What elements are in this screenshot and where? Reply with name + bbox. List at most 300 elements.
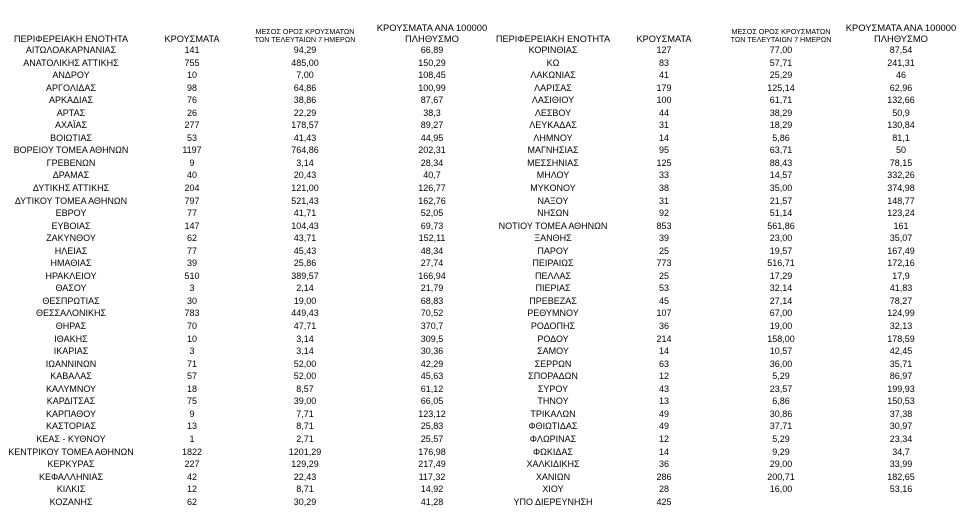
- region-name-cell: ΚΑΣΤΟΡΙΑΣ: [46, 421, 96, 432]
- avg-7day-cell: 18,29: [769, 120, 793, 131]
- avg-7day-cell: 3,14: [296, 333, 314, 344]
- region-name-cell: ΔΡΑΜΑΣ: [52, 170, 90, 181]
- region-name-cell: ΑΡΚΑΔΙΑΣ: [48, 95, 94, 106]
- region-name-cell: ΜΕΣΣΗΝΙΑΣ: [527, 157, 579, 168]
- region-name-cell: ΝΗΣΩΝ: [537, 208, 569, 219]
- header-region-text: ΠΕΡΙΦΕΡΕΙΑΚΗ ΕΝΟΤΗΤΑ: [13, 33, 129, 44]
- per100k-cell: 30,36: [420, 346, 444, 357]
- cases-cell: 100: [656, 95, 672, 106]
- region-name-cell: ΘΕΣΣΑΛΟΝΙΚΗΣ: [35, 308, 107, 319]
- cases-cell: 62: [186, 233, 197, 244]
- per100k-cell: 27,74: [420, 258, 444, 269]
- region-name-cell: ΤΡΙΚΑΛΩΝ: [530, 408, 576, 419]
- region-name-cell: ΗΛΕΙΑΣ: [54, 245, 88, 256]
- avg-7day-cell: 3,14: [296, 157, 314, 168]
- avg-7day-cell: 2,71: [296, 433, 314, 444]
- avg-7day-cell: 29,00: [769, 459, 793, 470]
- cases-cell: 13: [658, 396, 669, 407]
- header-avg-right: [716, 0, 846, 44]
- avg-7day-cell: 35,00: [769, 183, 793, 194]
- per100k-cell: 32,13: [889, 321, 913, 332]
- per100k-cell: 166,94: [418, 270, 446, 281]
- avg-7day-cell: 7,71: [296, 408, 314, 419]
- region-name-cell: ΡΟΔΟΥ: [537, 333, 569, 344]
- cases-cell: 57: [186, 371, 197, 382]
- avg-7day-cell: [716, 496, 846, 509]
- cases-cell: 13: [186, 421, 197, 432]
- region-name-cell: ΙΩΑΝΝΙΝΩΝ: [45, 358, 97, 369]
- region-name-cell: ΔΥΤΙΚΗΣ ΑΤΤΙΚΗΣ: [32, 183, 110, 194]
- per100k-cell: 162,76: [418, 195, 446, 206]
- cases-cell: 510: [184, 270, 200, 281]
- cases-cell: 39: [658, 233, 669, 244]
- avg-7day-cell: 521,43: [291, 195, 319, 206]
- header-avg-left: [240, 0, 370, 44]
- header-region-left: [0, 0, 142, 44]
- region-name-cell: ΛΕΥΚΑΔΑΣ: [529, 120, 577, 131]
- cases-cell: 9: [189, 157, 195, 168]
- per100k-cell: 33,99: [889, 459, 913, 470]
- region-name-cell: ΚΩ: [546, 57, 560, 68]
- per100k-cell: 44,95: [420, 132, 444, 143]
- avg-7day-cell: 178,57: [291, 120, 319, 131]
- avg-7day-cell: 64,86: [293, 82, 317, 93]
- region-name-cell: ΘΗΡΑΣ: [55, 321, 87, 332]
- cases-cell: 179: [656, 82, 672, 93]
- per100k-cell: 332,26: [887, 170, 915, 181]
- left-avg-column: [240, 44, 370, 508]
- avg-7day-cell: 57,71: [769, 57, 793, 68]
- per100k-cell: 61,12: [420, 383, 444, 394]
- header-region-text: ΠΕΡΙΦΕΡΕΙΑΚΗ ΕΝΟΤΗΤΑ: [495, 33, 611, 44]
- region-name-cell: ΑΙΤΩΛΟΑΚΑΡΝΑΝΙΑΣ: [25, 45, 117, 55]
- avg-7day-cell: 21,57: [769, 195, 793, 206]
- cases-cell: 44: [658, 107, 669, 118]
- per100k-cell: 87,67: [420, 95, 444, 106]
- per100k-cell: 35,71: [889, 358, 913, 369]
- cases-cell: 18: [186, 383, 197, 394]
- avg-7day-cell: 516,71: [767, 258, 795, 269]
- avg-7day-cell: 10,57: [769, 346, 793, 357]
- per100k-cell: 35,07: [889, 233, 913, 244]
- avg-7day-cell: 41,43: [293, 132, 317, 143]
- per100k-cell: 23,34: [889, 433, 913, 444]
- avg-7day-cell: 19,57: [769, 245, 793, 256]
- cases-cell: 12: [658, 371, 669, 382]
- avg-7day-cell: 27,14: [769, 295, 793, 306]
- avg-7day-cell: 39,00: [293, 396, 317, 407]
- region-name-cell: ΡΕΘΥΜΝΟΥ: [527, 308, 579, 319]
- header-cases-right: [622, 0, 706, 44]
- region-name-cell: ΦΛΩΡΙΝΑΣ: [529, 433, 577, 444]
- per100k-cell: 89,27: [420, 120, 444, 131]
- cases-cell: 53: [658, 283, 669, 294]
- cases-cell: 286: [656, 471, 672, 482]
- region-name-cell: ΠΕΙΡΑΙΩΣ: [532, 258, 574, 269]
- avg-7day-cell: 7,00: [296, 70, 314, 81]
- per100k-cell: 241,31: [887, 57, 915, 68]
- cases-cell: 30: [186, 295, 197, 306]
- cases-cell: 45: [658, 295, 669, 306]
- cases-cell: 214: [656, 333, 672, 344]
- cases-cell: 3: [189, 283, 195, 294]
- per100k-cell: 40,7: [423, 170, 441, 181]
- region-name-cell: ΝΑΞΟΥ: [537, 195, 569, 206]
- avg-7day-cell: 88,43: [769, 157, 793, 168]
- region-name-cell: ΠΑΡΟΥ: [537, 245, 569, 256]
- per100k-cell: 178,59: [887, 333, 915, 344]
- avg-7day-cell: 561,86: [767, 220, 795, 231]
- region-name-cell: ΕΥΒΟΙΑΣ: [51, 220, 91, 231]
- per100k-cell: 167,49: [887, 245, 915, 256]
- per100k-cell: 70,52: [420, 308, 444, 319]
- per100k-cell: 78,27: [889, 295, 913, 306]
- left-per100k-column: [368, 44, 496, 508]
- cases-cell: 12: [658, 433, 669, 444]
- region-name-cell: ΣΕΡΡΩΝ: [534, 358, 572, 369]
- per100k-cell: 78,15: [889, 157, 913, 168]
- cases-cell: 25: [658, 245, 669, 256]
- left-cases-column: [152, 44, 232, 508]
- region-name-cell: ΚΑΛΥΜΝΟΥ: [45, 383, 97, 394]
- cases-cell: 125: [656, 157, 672, 168]
- header-cases-text: ΚΡΟΥΣΜΑΤΑ: [164, 33, 220, 44]
- per100k-cell: 172,16: [887, 258, 915, 269]
- region-name-cell: ΚΑΒΑΛΑΣ: [50, 371, 92, 382]
- per100k-cell: 370,7: [420, 321, 444, 332]
- header-per100k-left: [368, 0, 496, 44]
- avg-7day-cell: 19,00: [293, 295, 317, 306]
- avg-7day-cell: 37,71: [769, 421, 793, 432]
- avg-7day-cell: 38,86: [293, 95, 317, 106]
- avg-7day-cell: 41,71: [293, 208, 317, 219]
- cases-cell: 10: [186, 333, 197, 344]
- avg-7day-cell: 38,29: [769, 107, 793, 118]
- per100k-cell: 69,73: [420, 220, 444, 231]
- region-name-cell: ΛΑΚΩΝΙΑΣ: [530, 70, 576, 81]
- region-name-cell: ΠΙΕΡΙΑΣ: [535, 283, 571, 294]
- per100k-cell: 48,34: [420, 245, 444, 256]
- avg-7day-cell: 25,86: [293, 258, 317, 269]
- cases-cell: 755: [184, 57, 200, 68]
- region-name-cell: ΘΑΣΟΥ: [55, 283, 87, 294]
- per100k-cell: 21,79: [420, 283, 444, 294]
- region-name-cell: ΑΝΑΤΟΛΙΚΗΣ ΑΤΤΙΚΗΣ: [23, 57, 119, 68]
- per100k-cell: 28,34: [420, 157, 444, 168]
- avg-7day-cell: 14,57: [769, 170, 793, 181]
- header-avg-line2: ΤΩΝ ΤΕΛΕΥΤΑΙΩΝ 7 ΗΜΕΡΩΝ: [254, 35, 356, 45]
- cases-cell: 36: [658, 321, 669, 332]
- cases-cell: 49: [658, 421, 669, 432]
- cases-cell: 76: [186, 95, 197, 106]
- avg-7day-cell: 25,29: [769, 70, 793, 81]
- cases-cell: 92: [658, 208, 669, 219]
- cases-cell: 70: [186, 321, 197, 332]
- avg-7day-cell: 22,29: [293, 107, 317, 118]
- region-name-cell: ΡΟΔΟΠΗΣ: [530, 321, 576, 332]
- cases-cell: 63: [658, 358, 669, 369]
- per100k-cell: 30,97: [889, 421, 913, 432]
- avg-7day-cell: 52,00: [293, 358, 317, 369]
- region-name-cell: ΧΑΛΚΙΔΙΚΗΣ: [526, 459, 580, 470]
- per100k-cell: 117,32: [418, 471, 446, 482]
- region-name-cell: ΗΡΑΚΛΕΙΟΥ: [45, 270, 97, 281]
- region-name-cell: ΜΥΚΟΝΟΥ: [530, 183, 576, 194]
- cases-cell: 83: [658, 57, 669, 68]
- cases-cell: 77: [186, 208, 197, 219]
- region-name-cell: ΔΥΤΙΚΟΥ ΤΟΜΕΑ ΑΘΗΝΩΝ: [14, 195, 128, 206]
- right-region-column: [482, 44, 624, 508]
- right-per100k-column: [842, 44, 960, 508]
- cases-cell: 9: [189, 408, 195, 419]
- region-name-cell: ΑΧΑΪΑΣ: [54, 120, 88, 131]
- avg-7day-cell: 8,57: [296, 383, 314, 394]
- region-name-cell: ΑΡΓΟΛΙΔΑΣ: [46, 82, 96, 93]
- region-name-cell: ΚΟΖΑΝΗΣ: [49, 496, 93, 507]
- cases-cell: 797: [184, 195, 200, 206]
- avg-7day-cell: 36,00: [769, 358, 793, 369]
- avg-7day-cell: 23,00: [769, 233, 793, 244]
- region-name-cell: ΒΟΙΩΤΙΑΣ: [50, 132, 92, 143]
- region-name-cell: ΑΡΤΑΣ: [56, 107, 86, 118]
- cases-cell: 38: [658, 183, 669, 194]
- avg-7day-cell: 449,43: [291, 308, 319, 319]
- cases-cell: 783: [184, 308, 200, 319]
- region-name-cell: ΜΑΓΝΗΣΙΑΣ: [527, 145, 579, 156]
- avg-7day-cell: 485,00: [291, 57, 319, 68]
- cases-cell: 53: [186, 132, 197, 143]
- avg-7day-cell: 764,86: [291, 145, 319, 156]
- avg-7day-cell: 6,86: [772, 396, 790, 407]
- cases-cell: 41: [658, 70, 669, 81]
- cases-cell: 107: [656, 308, 672, 319]
- region-name-cell: ΣΠΟΡΑΔΩΝ: [528, 371, 578, 382]
- region-name-cell: ΛΕΣΒΟΥ: [534, 107, 572, 118]
- per100k-cell: 176,98: [418, 446, 446, 457]
- avg-7day-cell: 17,29: [769, 270, 793, 281]
- cases-cell: 204: [184, 183, 200, 194]
- per100k-cell: 66,05: [420, 396, 444, 407]
- per100k-cell: 152,11: [418, 233, 446, 244]
- avg-7day-cell: 389,57: [291, 270, 319, 281]
- region-name-cell: ΣΑΜΟΥ: [537, 346, 569, 357]
- avg-7day-cell: 129,29: [291, 459, 319, 470]
- right-cases-column: [622, 44, 706, 508]
- region-name-cell: ΚΙΛΚΙΣ: [56, 484, 86, 495]
- avg-7day-cell: 200,71: [767, 471, 795, 482]
- avg-7day-cell: 3,14: [296, 346, 314, 357]
- per100k-cell: 217,49: [418, 459, 446, 470]
- per100k-cell: 25,57: [420, 433, 444, 444]
- cases-cell: 141: [184, 45, 200, 55]
- avg-7day-cell: 22,43: [293, 471, 317, 482]
- region-name-cell: ΓΡΕΒΕΝΩΝ: [46, 157, 96, 168]
- region-name-cell: ΙΚΑΡΙΑΣ: [53, 346, 89, 357]
- per100k-cell: 41,28: [420, 496, 444, 507]
- per100k-cell: 62,96: [889, 82, 913, 93]
- header-cases-text: ΚΡΟΥΣΜΑΤΑ: [636, 33, 692, 44]
- avg-7day-cell: 5,86: [772, 132, 790, 143]
- avg-7day-cell: 52,00: [293, 371, 317, 382]
- cases-cell: 40: [186, 170, 197, 181]
- header-avg-line2: ΤΩΝ ΤΕΛΕΥΤΑΙΩΝ 7 ΗΜΕΡΩΝ: [730, 35, 832, 45]
- per100k-cell: 148,77: [887, 195, 915, 206]
- avg-7day-cell: 5,29: [772, 371, 790, 382]
- per100k-cell: 126,77: [418, 183, 446, 194]
- cases-cell: 10: [186, 70, 197, 81]
- region-name-cell: ΖΑΚΥΝΘΟΥ: [46, 233, 96, 244]
- per100k-cell: 50: [895, 145, 906, 156]
- header-avg-line1: ΜΕΣΟΣ ΟΡΟΣ ΚΡΟΥΣΜΑΤΩΝ: [255, 27, 355, 37]
- region-name-cell: ΒΟΡΕΙΟΥ ΤΟΜΕΑ ΑΘΗΝΩΝ: [13, 145, 129, 156]
- avg-7day-cell: 30,29: [293, 496, 317, 507]
- per100k-cell: 161: [893, 220, 909, 231]
- per100k-cell: 14,92: [420, 484, 444, 495]
- avg-7day-cell: 125,14: [767, 82, 795, 93]
- cases-cell: 127: [656, 45, 672, 55]
- region-name-cell: ΧΙΟΥ: [542, 484, 564, 495]
- per100k-cell: 87,54: [889, 45, 913, 55]
- per100k-cell: 53,16: [889, 484, 913, 495]
- avg-7day-cell: 158,00: [767, 333, 795, 344]
- cases-cell: 773: [656, 258, 672, 269]
- per100k-cell: 86,97: [889, 371, 913, 382]
- cases-cell: 25: [658, 270, 669, 281]
- header-avg-line1: ΜΕΣΟΣ ΟΡΟΣ ΚΡΟΥΣΜΑΤΩΝ: [731, 27, 831, 37]
- region-name-cell: ΘΕΣΠΡΩΤΙΑΣ: [42, 295, 100, 306]
- per100k-cell: 123,12: [418, 408, 446, 419]
- avg-7day-cell: 51,14: [769, 208, 793, 219]
- per100k-cell: 199,93: [887, 383, 915, 394]
- cases-cell: 1822: [181, 446, 203, 457]
- region-name-cell: ΞΑΝΘΗΣ: [534, 233, 572, 244]
- per100k-cell: 66,89: [420, 45, 444, 55]
- cases-cell: 425: [656, 496, 672, 507]
- cases-cell: 14: [658, 346, 669, 357]
- per100k-cell: 123,24: [887, 208, 915, 219]
- region-name-cell: ΙΘΑΚΗΣ: [54, 333, 88, 344]
- region-name-cell: ΜΗΛΟΥ: [536, 170, 570, 181]
- avg-7day-cell: 77,00: [769, 45, 793, 55]
- cases-cell: 147: [184, 220, 200, 231]
- cases-cell: 62: [186, 496, 197, 507]
- region-name-cell: ΠΕΛΛΑΣ: [534, 270, 572, 281]
- per100k-cell: 108,45: [418, 70, 446, 81]
- avg-7day-cell: 32,14: [769, 283, 793, 294]
- avg-7day-cell: 23,57: [769, 383, 793, 394]
- cases-cell: 77: [186, 245, 197, 256]
- cases-cell: 26: [186, 107, 197, 118]
- cases-cell: 3: [189, 346, 195, 357]
- per100k-cell: 34,7: [892, 446, 910, 457]
- avg-7day-cell: 67,00: [769, 308, 793, 319]
- cases-cell: 39: [186, 258, 197, 269]
- cases-cell: 14: [658, 446, 669, 457]
- region-name-cell: ΚΑΡΔΙΤΣΑΣ: [46, 396, 96, 407]
- per100k-cell: 374,98: [887, 183, 915, 194]
- region-name-cell: ΠΡΕΒΕΖΑΣ: [529, 295, 577, 306]
- per100k-cell: 42,45: [889, 346, 913, 357]
- per100k-cell: 38,3: [423, 107, 441, 118]
- cases-cell: 227: [184, 459, 200, 470]
- avg-7day-cell: 19,00: [769, 321, 793, 332]
- avg-7day-cell: 1201,29: [288, 446, 322, 457]
- per100k-cell: 52,05: [420, 208, 444, 219]
- per100k-cell: 81,1: [892, 132, 910, 143]
- per100k-cell: 41,83: [889, 283, 913, 294]
- cases-cell: 1197: [182, 145, 202, 156]
- per100k-cell: 17,9: [892, 270, 910, 281]
- region-name-cell: ΚΕΑΣ - ΚΥΘΝΟΥ: [36, 433, 106, 444]
- avg-7day-cell: 63,71: [769, 145, 793, 156]
- avg-7day-cell: 104,43: [291, 220, 319, 231]
- left-region-column: [0, 44, 142, 508]
- header-per100k-right: [842, 0, 960, 44]
- per100k-cell: 46: [895, 70, 906, 81]
- per100k-cell: 124,99: [887, 308, 915, 319]
- per100k-cell: [842, 496, 960, 509]
- header-per-line2: ΠΛΗΘΥΣΜΟ: [874, 32, 928, 44]
- region-name-cell: ΚΑΡΠΑΘΟΥ: [45, 408, 97, 419]
- avg-7day-cell: 9,29: [772, 446, 790, 457]
- region-name-cell: ΛΑΡΙΣΑΣ: [534, 82, 572, 93]
- header-per-line1: ΚΡΟΥΣΜΑΤΑ ΑΝΑ 100000: [376, 22, 488, 34]
- region-name-cell: ΚΟΡΙΝΘΙΑΣ: [528, 45, 578, 55]
- cases-cell: 98: [186, 82, 197, 93]
- cases-cell: 43: [658, 383, 669, 394]
- region-name-cell: ΦΩΚΙΔΑΣ: [533, 446, 573, 457]
- per100k-cell: 50,9: [892, 107, 910, 118]
- region-name-cell: ΕΒΡΟΥ: [55, 208, 87, 219]
- per100k-cell: 130,84: [887, 120, 915, 131]
- cases-cell: 33: [658, 170, 669, 181]
- region-name-cell: ΑΝΔΡΟΥ: [52, 70, 90, 81]
- per100k-cell: 68,83: [420, 295, 444, 306]
- avg-7day-cell: 8,71: [296, 484, 314, 495]
- cases-cell: 42: [186, 471, 197, 482]
- right-avg-column: [716, 44, 846, 508]
- region-name-cell: ΝΟΤΙΟΥ ΤΟΜΕΑ ΑΘΗΝΩΝ: [498, 220, 608, 231]
- per100k-cell: 132,66: [887, 95, 915, 106]
- avg-7day-cell: 8,71: [296, 421, 314, 432]
- cases-cell: 49: [658, 408, 669, 419]
- region-name-cell: ΛΗΜΝΟΥ: [533, 132, 573, 143]
- region-name-cell: ΦΘΙΩΤΙΔΑΣ: [528, 421, 578, 432]
- header-per-line2: ΠΛΗΘΥΣΜΟ: [405, 32, 459, 44]
- avg-7day-cell: 30,86: [769, 408, 793, 419]
- avg-7day-cell: 94,29: [293, 45, 317, 55]
- cases-cell: 1: [189, 433, 195, 444]
- per100k-cell: 45,63: [420, 371, 444, 382]
- avg-7day-cell: 16,00: [769, 484, 793, 495]
- avg-7day-cell: 2,14: [296, 283, 314, 294]
- per100k-cell: 37,38: [889, 408, 913, 419]
- per100k-cell: 150,53: [887, 396, 915, 407]
- region-name-cell: ΚΕΦΑΛΛΗΝΙΑΣ: [38, 471, 104, 482]
- cases-cell: 95: [658, 145, 669, 156]
- per100k-cell: 100,99: [418, 82, 446, 93]
- avg-7day-cell: 61,71: [769, 95, 793, 106]
- cases-cell: 14: [658, 132, 669, 143]
- cases-cell: 31: [658, 120, 669, 131]
- cases-cell: 31: [658, 195, 669, 206]
- header-per-line1: ΚΡΟΥΣΜΑΤΑ ΑΝΑ 100000: [845, 22, 957, 34]
- avg-7day-cell: 121,00: [291, 183, 319, 194]
- cases-cell: 36: [658, 459, 669, 470]
- header-region-right: [482, 0, 624, 44]
- avg-7day-cell: 45,43: [293, 245, 317, 256]
- region-name-cell: ΚΕΝΤΡΙΚΟΥ ΤΟΜΕΑ ΑΘΗΝΩΝ: [8, 446, 134, 457]
